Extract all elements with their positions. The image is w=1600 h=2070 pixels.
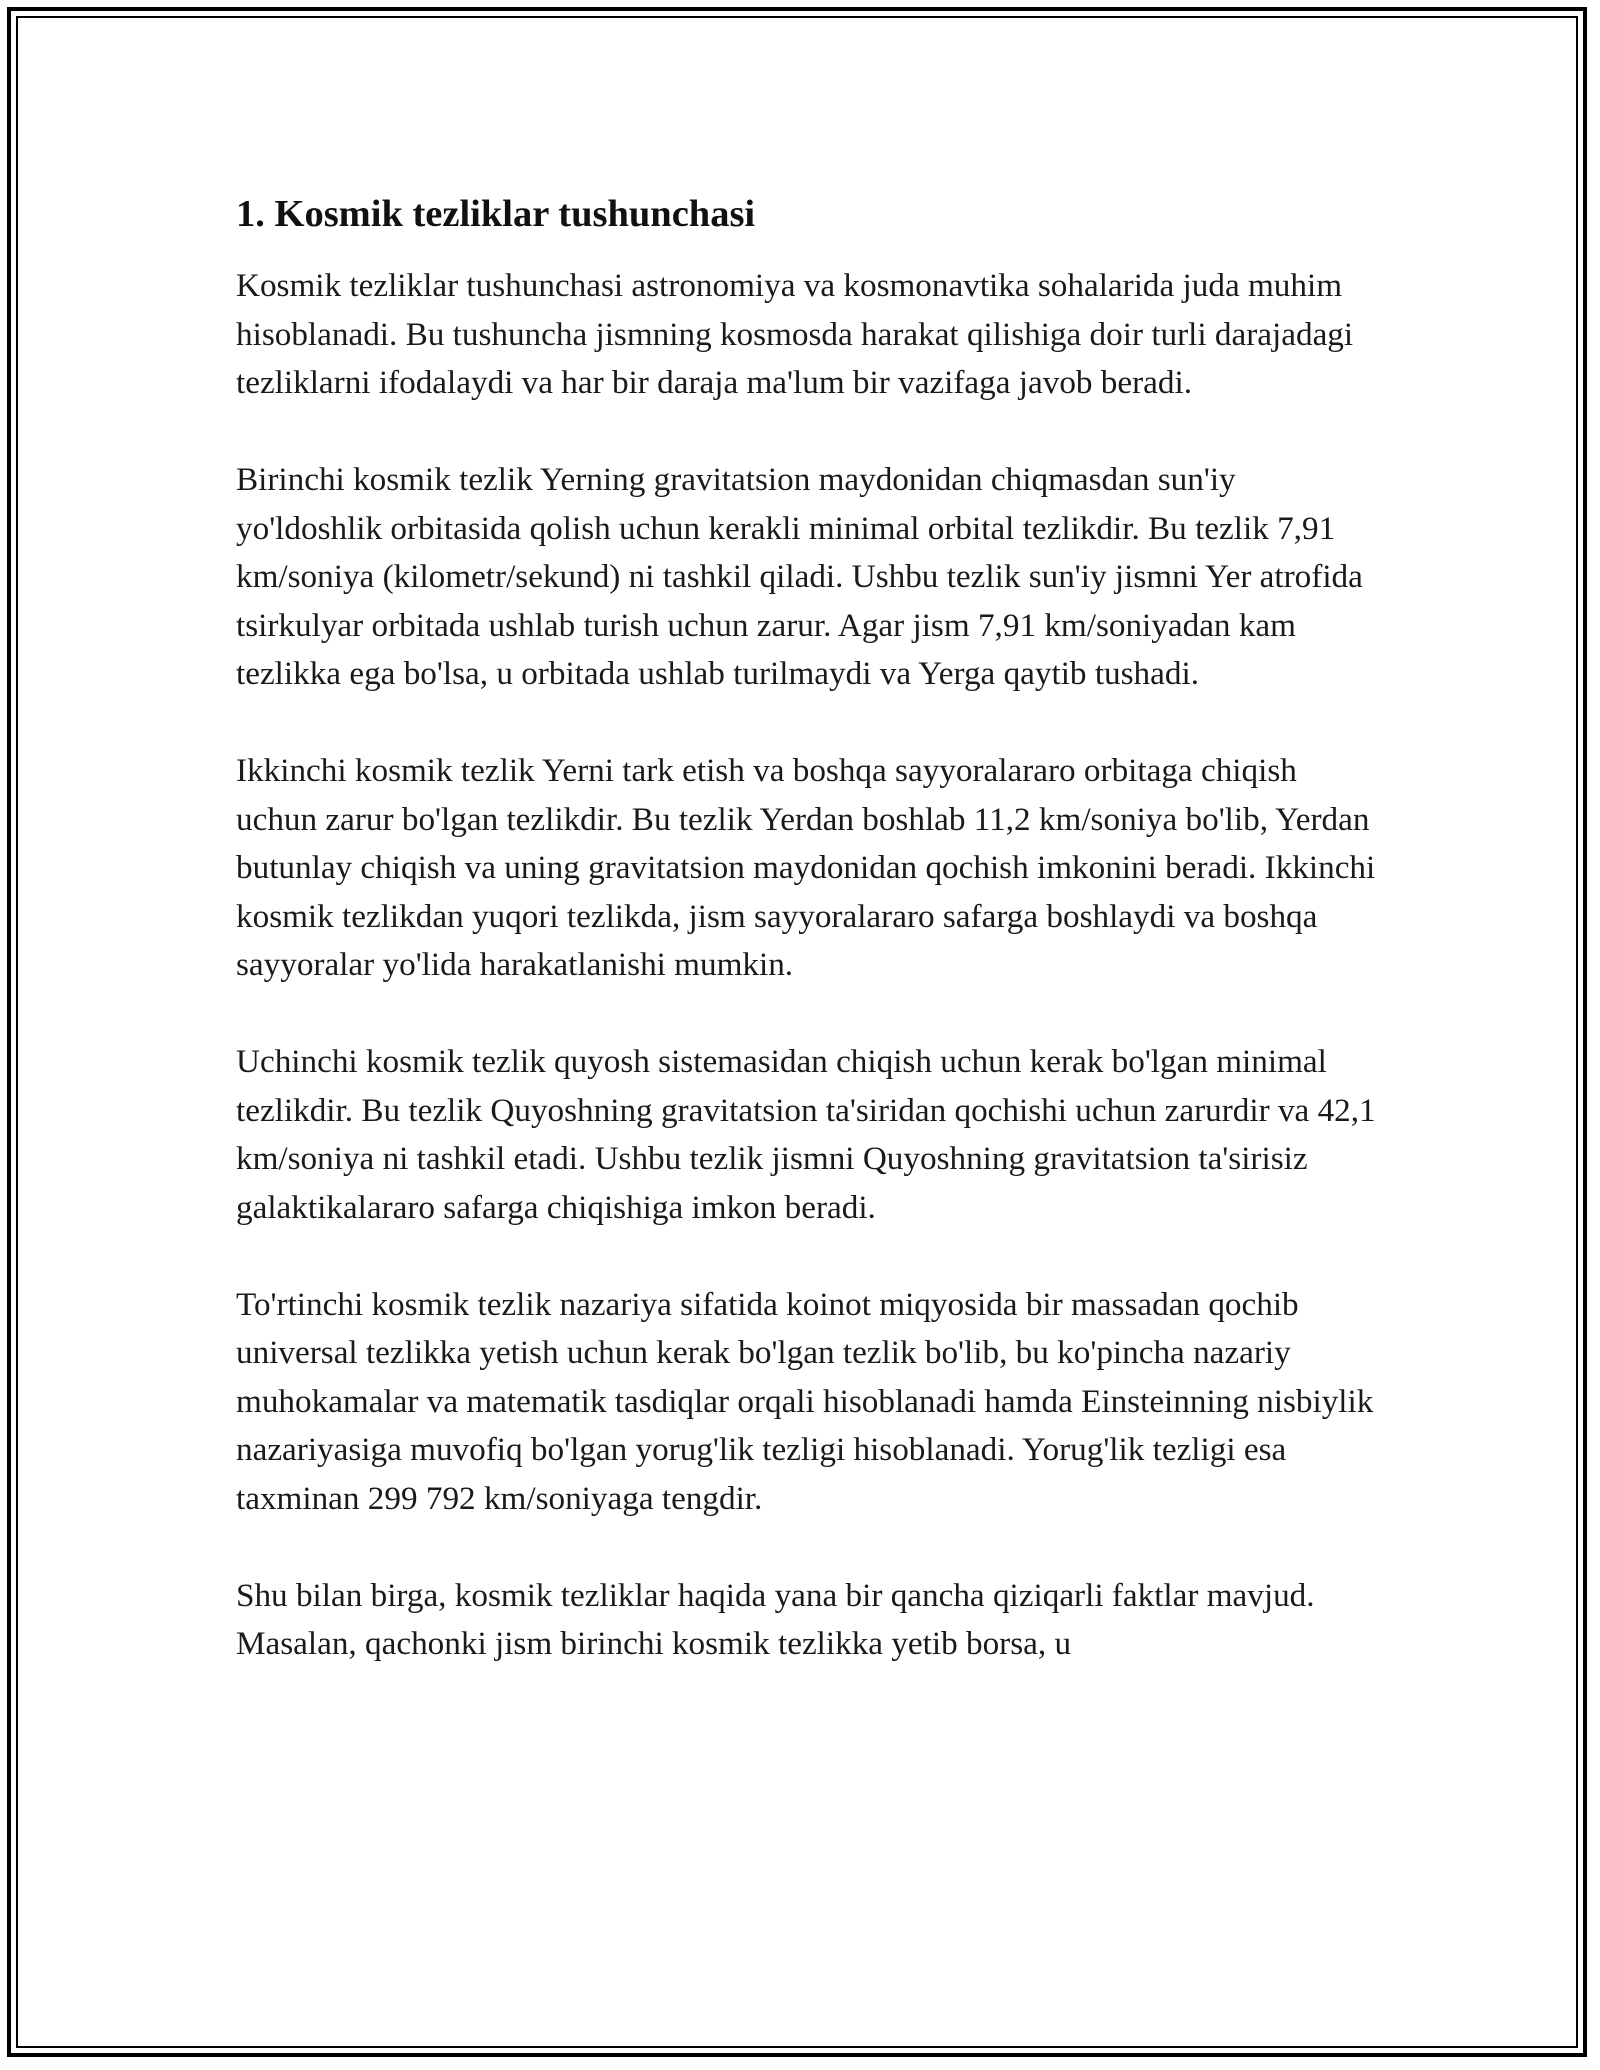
paragraph-intro: Kosmik tezliklar tushunchasi astronomiya va kosmonavtika sohalarida juda muhim hisoblanadi. Bu tushuncha jismning kosmosda harakat qilishiga doir turli darajadagi tezliklarni ifodalaydi va har bir daraja ma'lum bir vazifaga javob beradi.	[236, 267, 1354, 401]
paragraph-fourth-cosmic-velocity: To'rtinchi kosmik tezlik nazariya sifatida koinot miqyosida bir massadan qochib universal tezlikka yetish uchun kerak bo'lgan tezlik bo'lib, bu ko'pincha nazariy muhokamalar va matematik tasdiqlar orqali hisoblanadi hamda Einsteinning nisbiylik nazariyasiga muvofiq bo'lgan yorug'lik tezligi hisoblanadi. Yorug'lik tezligi esa taxminan 299 792 km/soniyaga tengdir.	[236, 1285, 1374, 1517]
paragraph-second-cosmic-velocity: Ikkinchi kosmik tezlik Yerni tark etish va boshqa sayyoralararo orbitaga chiqish uchun zarur bo'lgan tezlikdir. Bu tezlik Yerdan boshlab 11,2 km/soniya bo'lib, Yerdan butunlay chiqish va uning gravitatsion maydonidan qochish imkonini beradi. Ikkinchi kosmik tezlikdan yuqori tezlikda, jism sayyoralararo safarga boshlaydi va boshqa sayyoralar yo'lida harakatlanishi mumkin.	[236, 752, 1376, 983]
paragraph-third-cosmic-velocity: Uchinchi kosmik tezlik quyosh sistemasidan chiqish uchun kerak bo'lgan minimal tezlikdir. Bu tezlik Quyoshning gravitatsion ta'siridan qochishi uchun zarurdir va 42,1 km/soniya ni tashkil etadi. Ushbu tezlik jismni Quyoshning gravitatsion ta'sirisiz galaktikalararo safarga chiqishiga imkon beradi.	[236, 1043, 1376, 1226]
paragraph-additional-facts: Shu bilan birga, kosmik tezliklar haqida yana bir qancha qiziqarli faktlar mavjud. Masalan, qachonki jism birinchi kosmik tezlikka yetib borsa, u	[236, 1576, 1315, 1662]
document-body	[236, 186, 1376, 1717]
paragraph-first-cosmic-velocity: Birinchi kosmik tezlik Yerning gravitatsion maydonidan chiqmasdan sun'iy yo'ldoshlik orbitasida qolish uchun kerakli minimal orbital tezlikdir. Bu tezlik 7,91 km/soniya (kilometr/sekund) ni tashkil qiladi. Ushbu tezlik sun'iy jismni Yer atrofida tsirkulyar orbitada ushlab turish uchun zarur. Agar jism 7,91 km/soniyadan kam tezlikka ega bo'lsa, u orbitada ushlab turilmaydi va Yerga qaytib tushadi.	[236, 461, 1363, 692]
section-heading: 1. Kosmik tezliklar tushunchasi	[236, 193, 756, 235]
